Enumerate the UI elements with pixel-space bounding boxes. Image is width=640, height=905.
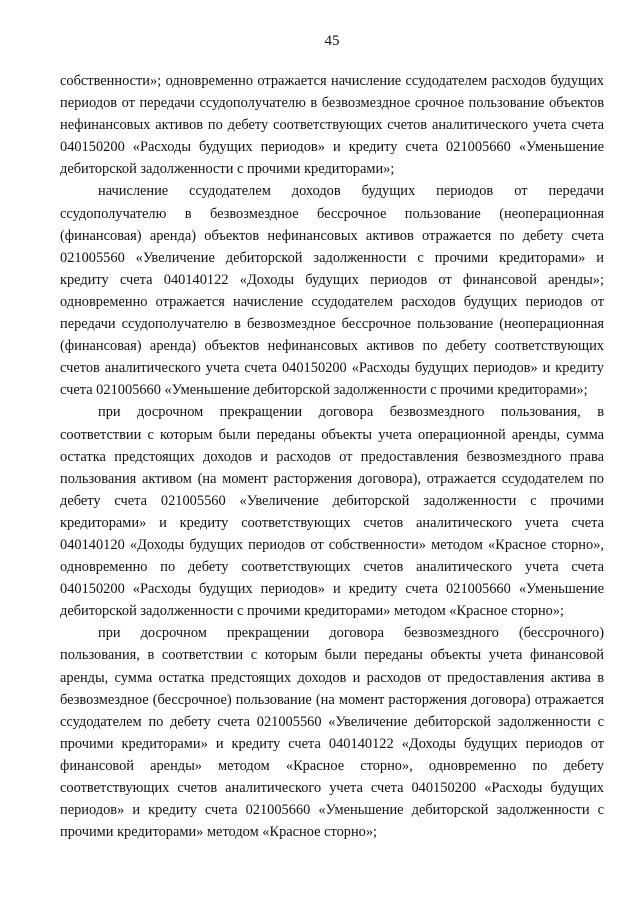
paragraph-continuation: собственности»; одновременно отражается начисление ссудодателем расходов будущих периодов от передачи ссудополучателю в безвозмездное срочное пользование объектов нефинансовых активов по дебету соответствующих счетов аналитического учета счета 040150200 «Расходы будущих периодов» и кредиту счета 021005660 «Уменьшение дебиторской задолженности с прочими кредиторами»; xyxy=(60,73,604,178)
paragraph-financial-lease-accrual: начисление ссудодателем доходов будущих периодов от передачи ссудополучателю в безвозмездное бессрочное пользование (неоперационная (финансовая) аренда) объектов нефинансовых активов отражается по дебету счета 021005560 «Увеличение дебиторской задолженности с прочими кредиторами» и кредиту счета 040140122 «Доходы будущих периодов от финансовой аренды»; одновременно отражается начисление ссудодателем расходов будущих периодов от передачи ссудополучателю в безвозмездное бессрочное пользование (неоперационная (финансовая) аренда) объектов нефинансовых активов по дебету соответствующих счетов аналитического учета счета 040150200 «Расходы будущих периодов» и кредиту счета 021005660 «Уменьшение дебиторской задолженности с прочими кредиторами»; xyxy=(60,183,604,399)
page-number: 45 xyxy=(324,33,340,49)
paragraph-early-termination-financial: при досрочном прекращении договора безвозмездного (бессрочного) пользования, в соответствии с которым были переданы объекты учета финансовой аренды, сумма остатка предстоящих доходов и расходов от предоставления актива в безвозмездное (бессрочное) пользование (на момент расторжения договора) отражается ссудодателем по дебету счета 021005560 «Увеличение дебиторской задолженности с прочими кредиторами» и кредиту счета 040140122 «Доходы будущих периодов от финансовой аренды» методом «Красное сторно», одновременно по дебету соответствующих счетов аналитического учета счета 040150200 «Расходы будущих периодов» и кредиту счета 021005660 «Уменьшение дебиторской задолженности с прочими кредиторами» методом «Красное сторно»; xyxy=(60,625,604,841)
paragraph-early-termination-operating: при досрочном прекращении договора безвозмездного пользования, в соответствии с которым были переданы объекты учета операционной аренды, сумма остатка предстоящих доходов и расходов от предоставления безвозмездного права пользования активом (на момент расторжения договора), отражается ссудодателем по дебету счета 021005560 «Увеличение дебиторской задолженности с прочими кредиторами» и кредиту соответствующих счетов аналитического учета счета 040140120 «Доходы будущих периодов от собственности» методом «Красное сторно», одновременно по дебету соответствующих счетов аналитического учета счета 040150200 «Расходы будущих периодов» и кредиту счета 021005660 «Уменьшение дебиторской задолженности с прочими кредиторами» методом «Красное сторно»; xyxy=(60,404,604,620)
